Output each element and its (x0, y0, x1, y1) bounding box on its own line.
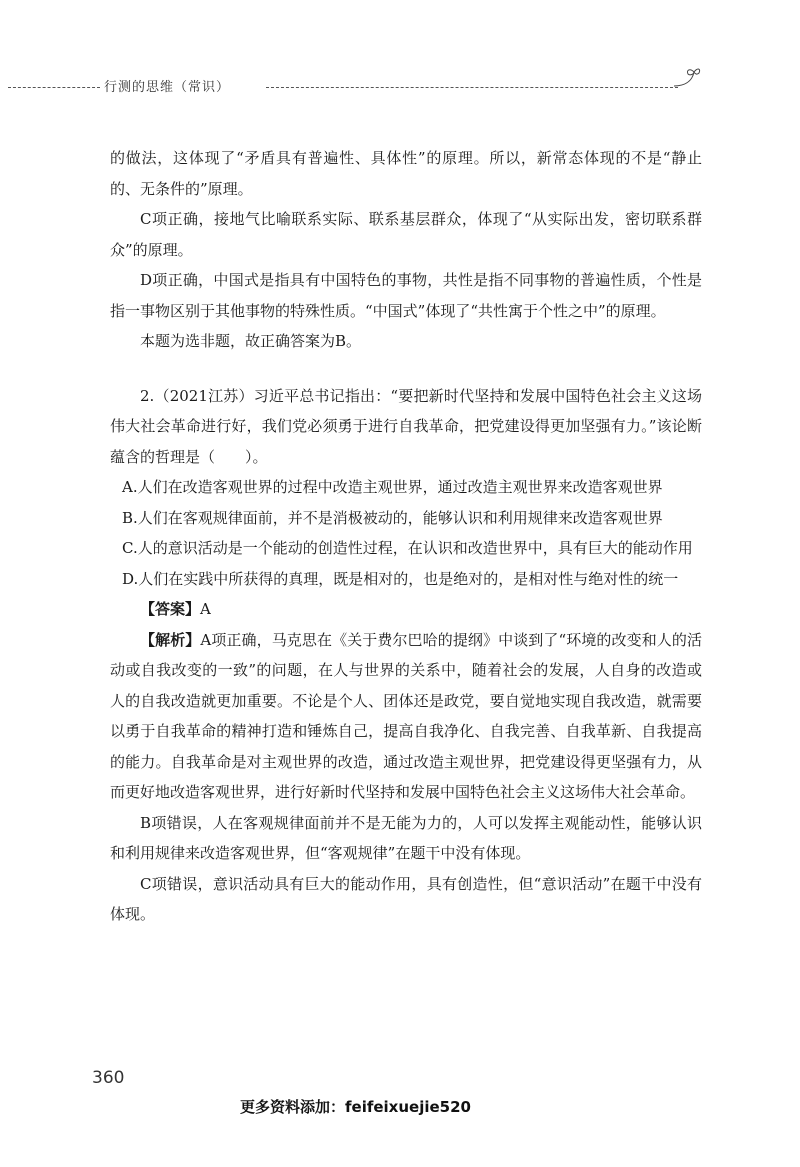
paragraph-option-c-explanation-2: C项错误，意识活动具有巨大的能动作用，具有创造性，但“意识活动”在题干中没有体现。 (110, 874, 702, 923)
question-2-option-c: C.人的意识活动是一个能动的创造性过程，在认识和改造世界中，具有巨大的能动作用 (122, 539, 693, 557)
paragraph-option-b-explanation: B项错误，人在客观规律面前并不是无能为力的，人可以发挥主观能动性，能够认识和利用规律来改造客观世界，但“客观规律”在题干中没有体现。 (110, 813, 702, 862)
header-rule-left (8, 87, 100, 88)
analysis-label: 【解析】 (140, 630, 201, 649)
paragraph-option-c-explanation: C项正确，接地气比喻联系实际、联系基层群众，体现了“从实际出发，密切联系群众”的原理。 (110, 210, 702, 259)
answer-value: A (200, 600, 211, 618)
answer-label: 【答案】 (140, 600, 201, 618)
footer-advert: 更多资料添加：feifeixuejie520 (240, 1098, 471, 1116)
header-title: 行测的思维（常识） (104, 80, 231, 95)
analysis-text: A项正确，马克思在《关于费尔巴哈的提纲》中谈到了“环境的改变和人的活动或自我改变的一致”的问题，在人与世界的关系中，随着社会的发展，人自身的改造或人的自我改造就更加重要。不论是个人、团体还是政党，要自觉地实现自我改造，就需要以勇于自我革命的精神打造和锤炼自己，提高自我净化、自我完善、自我革新、自我提高的能力。自我革命是对主观世界的改造，通过改造主观世界，把党建设得更坚强有力，从而更好地改造客观世界，进行好新时代坚持和发展中国特色社会主义这场伟大社会革命。 (110, 630, 702, 801)
answer-line (110, 594, 702, 625)
running-header (0, 60, 800, 100)
question-2-option-d: D.人们在实践中所获得的真理，既是相对的，也是绝对的，是相对性与绝对性的统一 (122, 569, 679, 588)
question-2-option-a: A.人们在改造客观世界的过程中改造主观世界，通过改造主观世界来改造客观世界 (122, 478, 663, 496)
analysis-paragraph (110, 625, 702, 808)
sprout-ornament-icon (672, 64, 702, 90)
paragraph-conclusion: 本题为选非题，故正确答案为B。 (140, 332, 362, 350)
page-number: 360 (92, 1068, 125, 1088)
question-2-option-b: B.人们在客观规律面前，并不是消极被动的，能够认识和利用规律来改造客观世界 (122, 508, 663, 527)
header-rule-right (266, 87, 678, 88)
question-2-stem: 2.（2021江苏）习近平总书记指出：“要把新时代坚持和发展中国特色社会主义这场伟大社会革命进行好，我们党必须勇于进行自我革命，把党建设得更加坚强有力。”该论断蕴含的哲理是（ ）。 (110, 386, 702, 466)
paragraph-option-d-explanation: D项正确，中国式是指具有中国特色的事物，共性是指不同事物的普遍性质，个性是指一事物区别于其他事物的特殊性质。“中国式”体现了“共性寓于个性之中”的原理。 (110, 271, 702, 320)
paragraph-continuation: 的做法，这体现了“矛盾具有普遍性、具体性”的原理。所以，新常态体现的不是“静止的、无条件的”原理。 (110, 149, 702, 198)
page-body (110, 143, 702, 930)
